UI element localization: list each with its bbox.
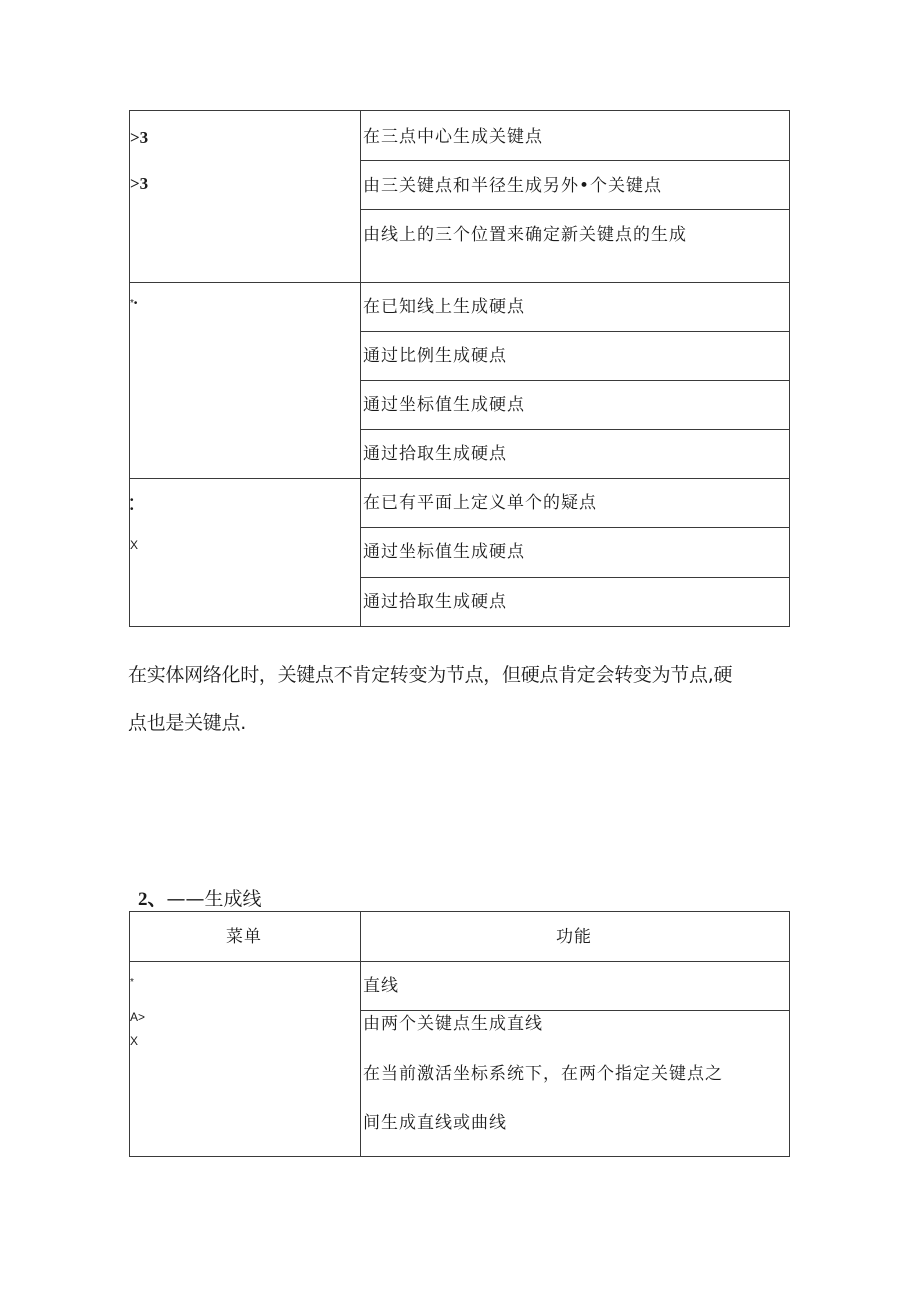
- table-border-top: [129, 110, 790, 111]
- function-cell: 直线: [363, 976, 399, 996]
- menu-icon-mark: >3: [130, 174, 149, 193]
- row-divider: [360, 331, 790, 332]
- menu-icon-mark: >3: [130, 128, 149, 147]
- section-number: 2、: [138, 889, 167, 910]
- table-column-divider: [360, 911, 361, 1157]
- function-cell: 在已有平面上定义单个的疑点: [363, 493, 597, 513]
- row-divider: [360, 1010, 790, 1011]
- paragraph-line: 点也是关键点.: [128, 712, 246, 734]
- table-border-right: [789, 911, 790, 1157]
- function-cell: 通过坐标值生成硬点: [363, 395, 525, 415]
- menu-icon-mark: A>: [130, 1010, 146, 1024]
- function-cell: 在当前激活坐标系统下，在两个指定关键点之: [363, 1064, 723, 1084]
- section-heading: [138, 884, 262, 911]
- menu-icon-mark: X: [130, 538, 139, 552]
- function-cell: 通过比例生成硬点: [363, 346, 507, 366]
- header-divider: [129, 961, 790, 962]
- row-divider: [360, 160, 790, 161]
- group-divider: [129, 478, 790, 479]
- table-column-divider: [360, 110, 361, 627]
- function-cell: 由三关键点和半径生成另外•个关键点: [363, 176, 663, 196]
- function-cell: 由两个关键点生成直线: [363, 1014, 543, 1034]
- menu-icon-mark: X: [130, 1034, 139, 1048]
- group-divider: [129, 282, 790, 283]
- menu-icon-mark: *: [130, 977, 134, 988]
- menu-icon-mark: •: [130, 504, 134, 515]
- table-border-top: [129, 911, 790, 912]
- function-cell: 在已知线上生成硬点: [363, 297, 525, 317]
- row-divider: [360, 380, 790, 381]
- row-divider: [360, 429, 790, 430]
- paragraph-line: 在实体网络化时，关键点不肯定转变为节点，但硬点肯定会转变为节点,硬: [128, 664, 733, 686]
- header-menu: 菜单: [226, 927, 262, 947]
- function-cell: 由线上的三个位置来确定新关键点的生成: [363, 225, 687, 245]
- row-divider: [360, 209, 790, 210]
- table-border-right: [789, 110, 790, 627]
- function-cell: 通过坐标值生成硬点: [363, 542, 525, 562]
- function-cell: 通过拾取生成硬点: [363, 444, 507, 464]
- menu-icon-mark: *•: [130, 298, 138, 309]
- function-cell: 通过拾取生成硬点: [363, 592, 507, 612]
- function-cell: 间生成直线或曲线: [363, 1113, 507, 1133]
- row-divider: [360, 527, 790, 528]
- function-cell: 在三点中心生成关键点: [363, 127, 543, 147]
- table-border-bottom: [129, 1156, 790, 1157]
- row-divider: [360, 577, 790, 578]
- header-function: 功能: [556, 927, 592, 947]
- table-border-bottom: [129, 626, 790, 627]
- section-title: ——生成线: [166, 888, 262, 910]
- menu-icon-mark: •: [130, 495, 134, 506]
